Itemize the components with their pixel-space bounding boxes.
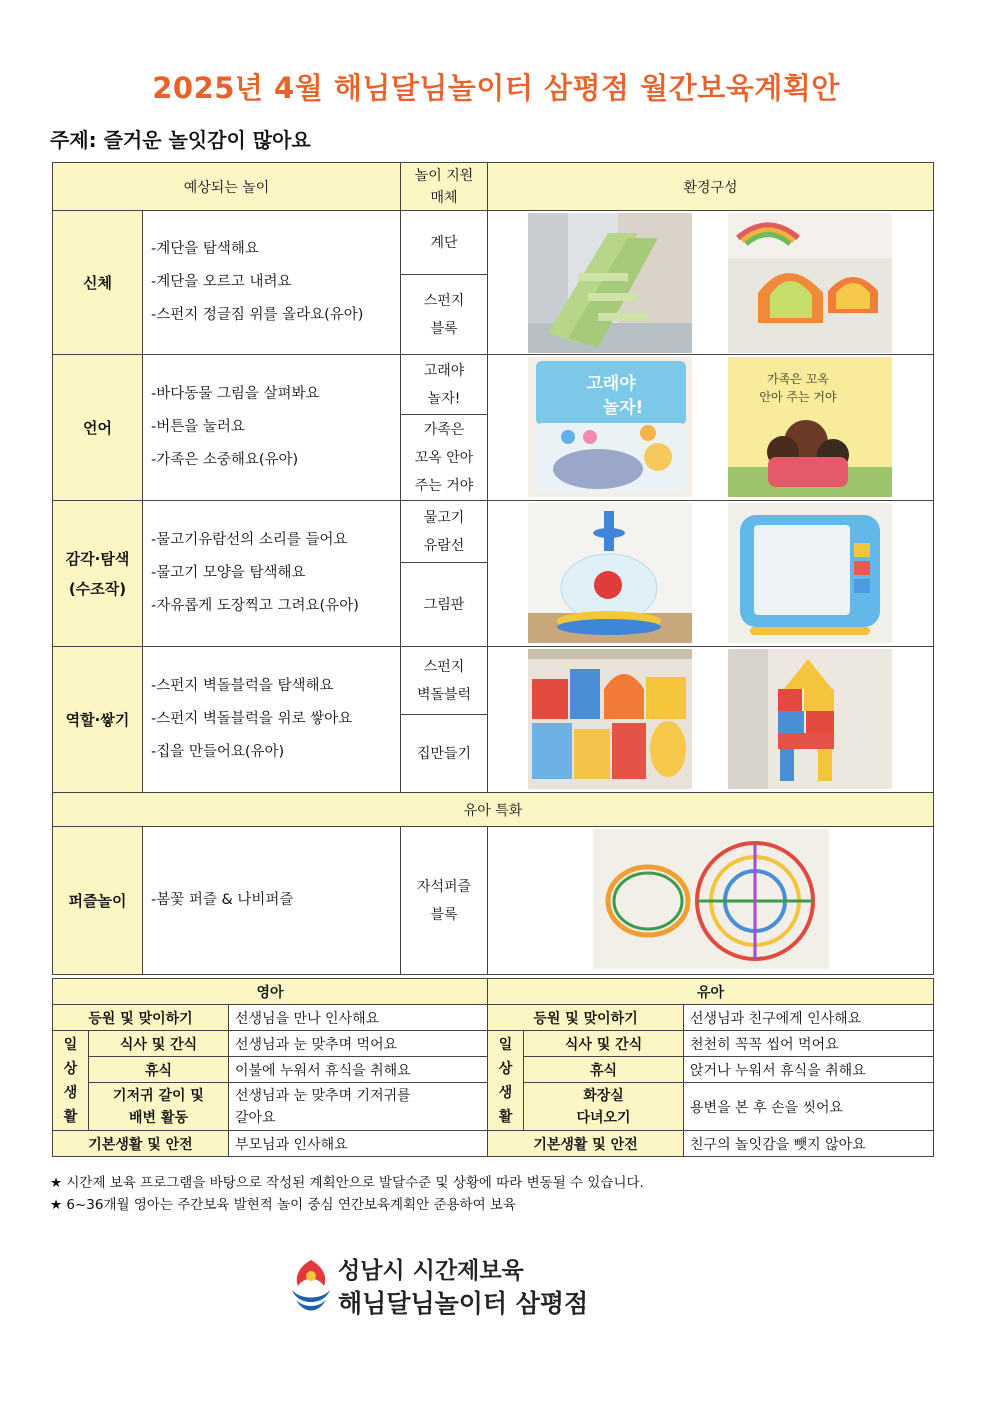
category-physical: 신체 xyxy=(53,211,143,355)
logo-line2: 해님달님놀이터 삼평점 xyxy=(338,1289,589,1318)
list-item: -버튼을 눌러요 xyxy=(151,419,245,435)
list-item: -계단을 탐색해요 xyxy=(151,241,259,257)
infant-label-diaper: 기저귀 갈이 및 배변 활동 xyxy=(89,1083,229,1131)
list-item: -스펀지 벽돌블럭을 탐색해요 xyxy=(151,678,334,694)
toddler-value-meal: 천천히 꼭꼭 씹어 먹어요 xyxy=(684,1031,934,1057)
logo-line1: 성남시 시간제보육 xyxy=(338,1258,524,1284)
material-sponge-block: 스펀지 블록 xyxy=(401,275,488,355)
environment-language xyxy=(488,355,934,501)
toddler-label-rest: 휴식 xyxy=(524,1057,684,1083)
seongnam-emblem-icon xyxy=(288,1256,334,1318)
list-item: -물고기유람선의 소리를 들어요 xyxy=(151,532,348,548)
environment-sensory xyxy=(488,501,934,647)
items-physical xyxy=(143,211,401,355)
whale-book-title-line2: 놀자! xyxy=(602,398,644,418)
list-item: -집을 만들어요(유아) xyxy=(151,744,285,760)
category-sensory: 감각·탐색 (수조작) xyxy=(53,501,143,647)
toddler-value-rest: 앉거나 누워서 휴식을 취해요 xyxy=(684,1057,934,1083)
footnotes xyxy=(50,1172,644,1216)
list-item: -자유롭게 도장찍고 그려요(유아) xyxy=(151,598,359,614)
material-family-book: 가족은 꼬옥 안아 주는 거야 xyxy=(401,415,488,501)
infant-value-diaper: 선생님과 눈 맞추며 기저귀를 갈아요 xyxy=(229,1083,488,1131)
items-puzzle xyxy=(143,827,401,975)
list-item: -바다동물 그림을 살펴봐요 xyxy=(151,386,320,402)
whale-book-title-line1: 고래야 xyxy=(586,374,636,394)
list-item: -스펀지 정글짐 위를 올라요(유아) xyxy=(151,307,364,323)
environment-puzzle xyxy=(488,827,934,975)
daily-routine-table xyxy=(52,978,934,1157)
material-whale-book: 고래야 놀자! xyxy=(401,355,488,415)
drawing-board-photo xyxy=(728,503,892,643)
subject-line: 주제: 즐거운 놀잇감이 많아요 xyxy=(50,128,311,152)
toddler-value-arrival: 선생님과 친구에게 인사해요 xyxy=(684,1005,934,1031)
toddler-daily-life-label: 일 상 생 활 xyxy=(488,1031,524,1131)
toddler-value-safety: 친구의 놀잇감을 뺏지 않아요 xyxy=(684,1131,934,1157)
toddler-label-safety: 기본생활 및 안전 xyxy=(488,1131,684,1157)
material-drawing-board: 그림판 xyxy=(401,563,488,647)
items-language xyxy=(143,355,401,501)
list-item: -가족은 소중해요(유아) xyxy=(151,452,299,468)
infant-value-safety: 부모님과 인사해요 xyxy=(229,1131,488,1157)
infant-label-arrival: 등원 및 맞이하기 xyxy=(53,1005,229,1031)
toddler-label-toilet: 화장실 다녀오기 xyxy=(524,1083,684,1131)
play-plan-table xyxy=(52,162,934,975)
toddler-label-arrival: 등원 및 맞이하기 xyxy=(488,1005,684,1031)
items-sensory xyxy=(143,501,401,647)
footnote: ★ 6~36개월 영아는 주간보육 발현적 놀이 중심 연간보육계획안 준용하여 보육 xyxy=(50,1197,516,1213)
stairs-photo xyxy=(528,213,692,353)
family-book-photo xyxy=(728,357,892,497)
environment-role-building xyxy=(488,647,934,793)
fish-cruise-toy-photo xyxy=(528,503,692,643)
material-fish-cruise: 물고기 유람선 xyxy=(401,501,488,563)
material-sponge-brick: 스펀지 벽돌블럭 xyxy=(401,647,488,715)
magnet-puzzle-photo xyxy=(593,829,829,969)
material-stairs: 계단 xyxy=(401,211,488,275)
infant-value-rest: 이불에 누워서 휴식을 취해요 xyxy=(229,1057,488,1083)
header-environment: 환경구성 xyxy=(488,163,934,211)
infant-label-meal: 식사 및 간식 xyxy=(89,1031,229,1057)
infant-daily-life-label: 일 상 생 활 xyxy=(53,1031,89,1131)
toddler-value-toilet: 용변을 본 후 손을 씻어요 xyxy=(684,1083,934,1131)
infant-label-safety: 기본생활 및 안전 xyxy=(53,1131,229,1157)
list-item: -계단을 오르고 내려요 xyxy=(151,274,292,290)
material-magnet-puzzle: 자석퍼즐 블록 xyxy=(401,827,488,975)
category-puzzle: 퍼즐놀이 xyxy=(53,827,143,975)
infant-value-arrival: 선생님을 만나 인사해요 xyxy=(229,1005,488,1031)
whale-book-photo xyxy=(528,357,692,497)
city-logo-block xyxy=(288,1248,708,1328)
toddler-header: 유아 xyxy=(488,979,934,1005)
material-house-building: 집만들기 xyxy=(401,715,488,793)
category-role-building: 역할·쌓기 xyxy=(53,647,143,793)
family-book-title-line1: 가족은 꼬옥 xyxy=(767,372,829,386)
infant-value-meal: 선생님과 눈 맞추며 먹어요 xyxy=(229,1031,488,1057)
list-item: -물고기 모양을 탐색해요 xyxy=(151,565,306,581)
items-role-building xyxy=(143,647,401,793)
footnote: ★ 시간제 보육 프로그램을 바탕으로 작성된 계획안으로 발달수준 및 상황에 따라 변동될 수 있습니다. xyxy=(50,1175,644,1191)
page-title: 2025년 4월 해님달님놀이터 삼평점 월간보육계획안 xyxy=(152,71,840,105)
family-book-title-line2: 안아 주는 거야 xyxy=(759,390,837,404)
infant-label-rest: 휴식 xyxy=(89,1057,229,1083)
list-item: -봄꽃 퍼즐 & 나비퍼즐 xyxy=(151,892,294,908)
header-support-material: 놀이 지원 매체 xyxy=(401,163,488,211)
special-header: 유아 특화 xyxy=(53,793,934,827)
list-item: -스펀지 벽돌블럭을 위로 쌓아요 xyxy=(151,711,353,727)
sponge-block-photo xyxy=(728,213,892,353)
brick-blocks-shelf-photo xyxy=(528,649,692,789)
infant-header: 영아 xyxy=(53,979,488,1005)
header-expected-play: 예상되는 놀이 xyxy=(53,163,401,211)
category-language: 언어 xyxy=(53,355,143,501)
environment-physical xyxy=(488,211,934,355)
block-house-photo xyxy=(728,649,892,789)
toddler-label-meal: 식사 및 간식 xyxy=(524,1031,684,1057)
